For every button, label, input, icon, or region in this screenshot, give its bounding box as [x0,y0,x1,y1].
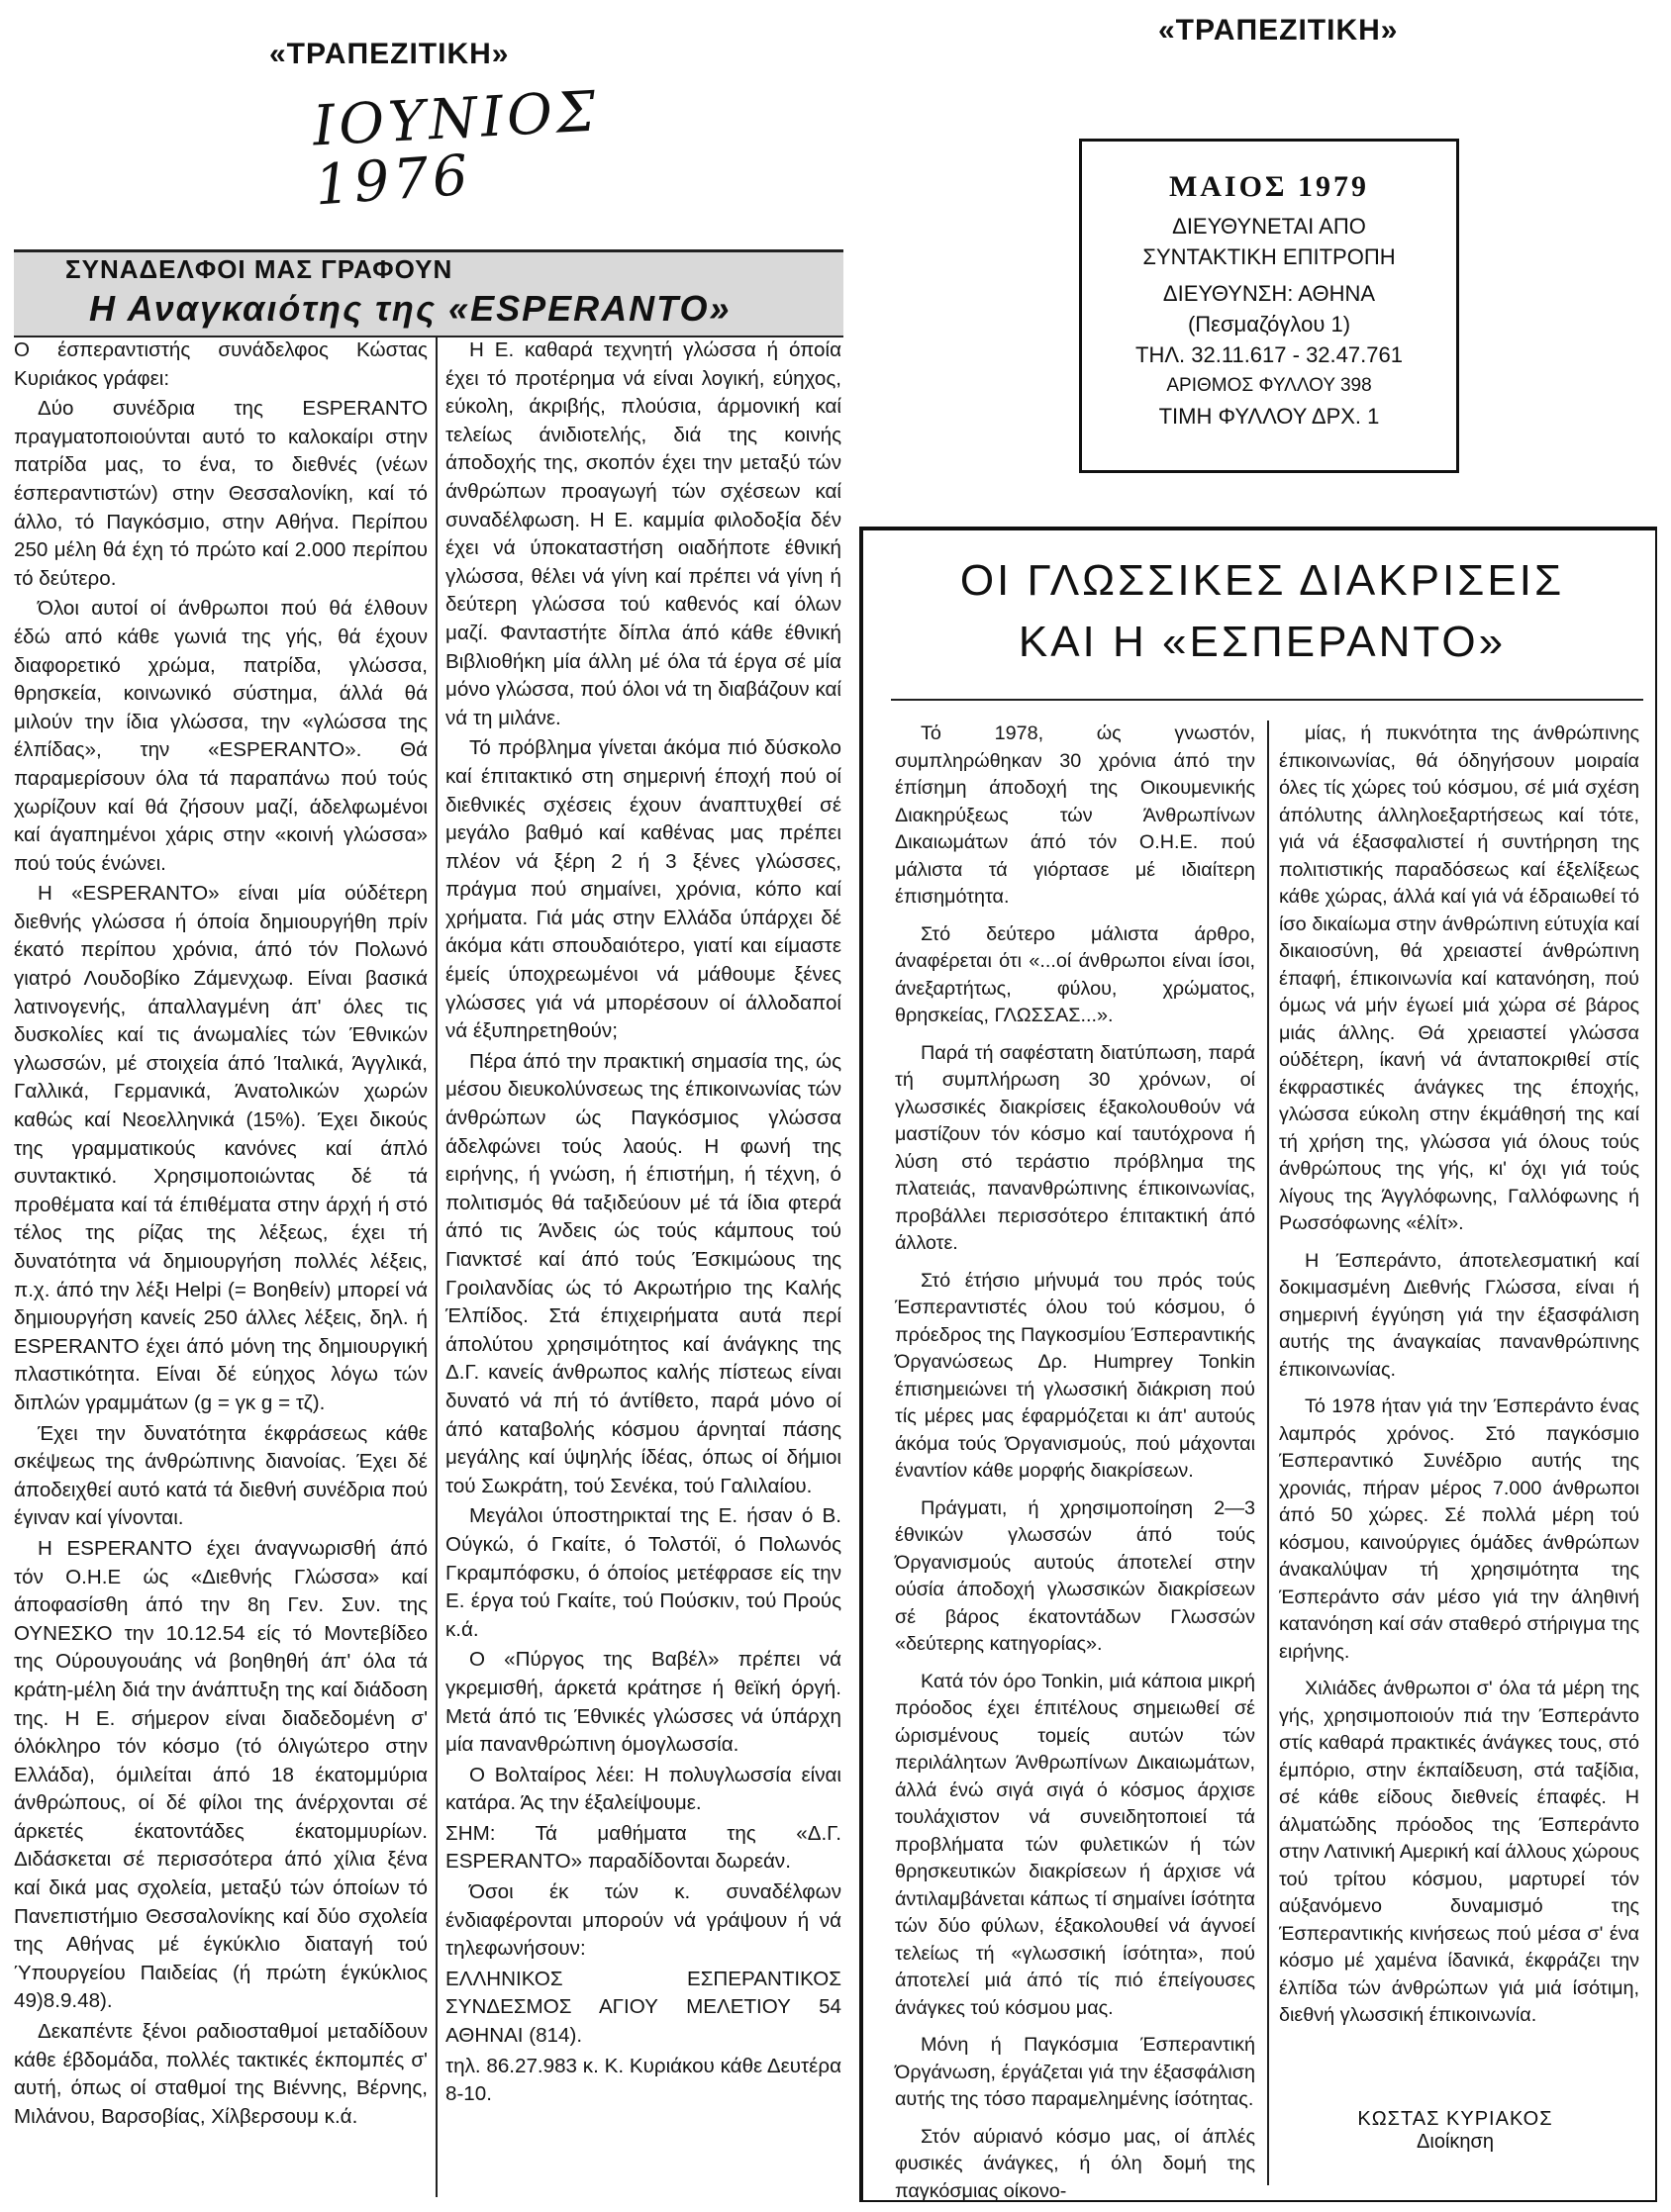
paragraph: Κατά τόν όρο Tonkin, μιά κάποια μικρή πρόοδος έχει έπιτέλους σημειωθεί σέ ώρισμένους τομείς αυτών τών περιλάλητων Άνθρωπίνων Δικαιωμάτων, άλλά ένώ σιγά σιγά ό κόσμος άρχισε τουλάχιστον νά συνειδητοποιεί τά προβλήματα τών φυλετικών ή τών θρησκευτικών διακρίσεων ή άρχισε νά άντιλαμβάνεται κάπως τί σημαίνει ίσότητα τών δύο φύλων, έξακολουθεί νά άγνοεί τελείως τή «γλωσσική ίσότητα», πού άποτελεί μιά άπό τίς πιό έπείγουσες άνάγκες τού κόσμου μας. [895,1670,1255,2019]
paragraph: Η ESPERANTO έχει άναγνωρισθή άπό τόν Ο.Η.Ε ώς «Διεθνής Γλώσσα» καί άποφασίσθη άπό την 8η Γεν. Συν. της ΟΥΝΕΣΚΟ την 10.12.54 είς τό Μοντεβίδεο της Ούρουγουάης νά βοηθηθή άπ' όλα τά κράτη-μέλη διά την άνάπτυξη της καί διάδοση της. Η Ε. σήμερον είναι διαδεδομένη σ' όλόκληρο τόν κόσμο (τό όλιγώτερο στην Ελλάδα), όμιλείται άπό 18 έκατομμύρια άνθρώπους, οί δέ φίλοι της άνέρχονται σέ άρκετές έκατοντάδες έκατομμυρίων. Διδάσκεται σέ περισσότερα άπό χίλια ξένα καί δικά μας σχολεία, μεταξύ τών όποίων τό Πανεπιστήμιο Θεσσαλονίκης καί δύο σχολεία της Αθήνας μέ έγκύκλιο διαταγή τού Ύπουργείου Παιδείας (ή πρώτη έγκύκλιος 49)8.9.48). [14,1536,428,2013]
paragraph: Στόν αύριανό κόσμο μας, οί άπλές φυσικές άνάγκες, ή όλη δομή της παγκόσμιας οίκονο- [895,2125,1255,2202]
paragraph: Η «ESPERANTO» είναι μία ούδέτερη διεθνής γλώσσα ή όποία δημιουργήθη πρίν έκατό περίπου χρόνια, άπό τόν Πολωνό γιατρό Λουδοβίκο Ζάμενχωφ. Είναι βασικά λατινογενής, άπαλλαγμένη άπ' όλες τις δυσκολίες καί τις άνωμαλίες τών Έθνικών γλωσσών, μέ στοιχεία άπό Ίταλικά, Άγγλικά, Γαλλικά, Γερμανικά, Άνατολικών χωρών καθώς καί Νεοελληνικά (15%). Έχει δικούς της γραμματικούς κανόνες καί άπλό συντακτικό. Χρησιμοποιώντας δέ τά προθέματα καί τά έπιθέματα στην άρχή ή στό τέλος της ρίζας της λέξεως, έχει τή δυνατότητα νά δημιουργήση πολλές λέξεις, π.χ. άπό την λέξι Helpi (= Βοηθείν) μπορεί νά δημιουργήση κανείς 250 άλλες λέξεις, δηλ. ή ESPERANTO έχει άπό μόνη της δημιουργική πλαστικότητα. Είναι δέ εύηχος λόγω τών διπλών γραμμάτων (g = γκ g = τζ). [14,882,428,1414]
info-line: ΔΙΕΥΘΥΝΕΤΑΙ ΑΠΟ [1172,214,1366,239]
left-column-1 [14,337,428,2167]
paragraph: Πέρα άπό την πρακτική σημασία της, ώς μέσου διευκολύνσεως της έπικοινωνίας τών άνθρώπων ώς Παγκόσμιος γλώσσα άδελφώνει τούς λαούς. Η φωνή της ειρήνης, ή γνώση, ή έπιστήμη, ή τέχνη, ό πολιτισμός θά ταξιδεύουν μέ τά ίδια φτερά άπό τις Άνδεις ώς τούς κάμπους τού Γιανκτσέ καί άπό τούς Έσκιμώους της Γροιλανδίας ώς τό Ακρωτήριο της Καλής Έλπίδος. Στά έπιχειρήματα αυτά περί άπολύτου χρησιμότητος καί άνάγκης της Δ.Γ. κανείς άνθρωπος καλής πίστεως είναι δυνατό νά πή τό άντίθετο, παρά μόνο οί άπό καταβολής κόσμου άρνηταί πάσης μεγάλης καί ύψηλής ίδέας, όπως οί δήμιοι τού Σωκράτη, τού Σενέκα, τού Γαλιλαίου. [445,1049,841,1497]
info-line: (Πεσμαζόγλου 1) [1187,312,1351,337]
column-divider [1267,721,1269,2185]
paragraph: Η Ε. καθαρά τεχνητή γλώσσα ή όποία έχει τό προτέρημα νά είναι λογική, εύηχος, εύκολη, άκριβής, πλούσια, άρμονική καί τελείως άνιδιοτελής, διά της κοινής άποδοχής της, σκοπόν έχει την μεταξύ τών άνθρώπων προαγωγή τών σχέσεων καί συναδέλφωση. Η Ε. καμμία φιλοδοξία δέν έχει νά ύποκαταστήση οιαδήποτε έθνική γλώσσα, θέλει νά γίνη καί πρέπει νά γίνη ή δεύτερη γλώσσα τού καθενός καί όλων μαζί. Φανταστήτε δίπλα άπό κάθε έθνική Βιβλιοθήκη μία άλλη μέ όλα τά έργα σέ μία μόνο γλώσσα, πού όλοι νά τη διαβάζουν καί νά τη μιλάνε. [445,338,841,729]
handwritten-year: 1976 [312,143,474,219]
paragraph: Η Έσπεράντο, άποτελεσματική καί δοκιμασμένη Διεθνής Γλώσσα, είναι ή σημερινή έγγύηση γιά την έξασφάλιση αυτής της άναγκαίας πανανθρώπινης έπικοινωνίας. [1279,1249,1639,1381]
headline-line: ΚΑΙ Η «ΕΣΠΕΡΑΝΤΟ» [1018,618,1507,666]
right-headline [871,550,1653,673]
paragraph: Δεκαπέντε ξένοι ραδιοσταθμοί μεταδίδουν κάθε έβδομάδα, πολλές τακτικές έκπομπές σ' αυτή, όπως οί σταθμοί της Βιέννης, Βέρνης, Μιλάνου, Βαρσοβίας, Χίλβερσουμ κ.ά. [14,2020,428,2128]
column-divider [436,337,438,2197]
paragraph: Τό 1978, ώς γνωστόν, συμπληρώθηκαν 30 χρόνια άπό την έπίσημη άποδοχή της Οικουμενικής Διακηρύξεως τών Άνθρωπίνων Δικαιωμάτων άπό τόν Ο.Η.Ε. πού μάλιστα τά γιόρτασε μέ ιδιαίτερη έπισημότητα. [895,722,1255,908]
paragraph: Μόνη ή Παγκόσμια Έσπεραντική Όργάνωση, έργάζεται γιά την έξασφάλιση αυτής της τόσο παραμελημένης ίσότητας. [895,2034,1255,2110]
paragraph: Ο έσπεραντιστής συνάδελφος Κώστας Κυριάκος γράφει: [14,338,428,390]
info-line: ΣΥΝΤΑΚΤΙΚΗ ΕΠΙΤΡΟΠΗ [1142,244,1396,269]
paragraph: Ο «Πύργος της Βαβέλ» πρέπει νά γκρεμισθή, άρκετά κράτησε ή θεϊκή όργή. Μετά άπό τις Έθνικές γλώσσες νά ύπάρχη μία πανανθρώπινη όμογλωσσία. [445,1648,841,1757]
info-date: ΜΑΙΟΣ 1979 [1168,170,1370,203]
right-column-2 [1279,721,1639,2106]
paragraph: μίας, ή πυκνότητα της άνθρώπινης έπικοινωνίας, θά όδηγήσουν μοιραία όλες τίς χώρες τού κόσμου, σέ μιά σχέση άπόλυτης άλληλοεξαρτήσεως καί τότε, γιά νά έξασφαλιστεί ή συντήρηση της πολιτιστικής παραδόσεως καί έξελίξεως κάθε χώρας, άλλά καί γιά νά έδραιωθεί τό ίσο δικαίωμα στην άνθρώπινη εύτυχία καί δικαιοσύνη, θά χρειαστεί άνθρώπινη έπαφή, έπικοινωνία καί κατανόηση, πού όμως νά μήν έγωεί μιά χώρα σέ βάρος μιάς άλλης. Θά χρειαστεί γλώσσα ούδέτερη, ίκανή νά άνταποκριθεί στίς έκφραστικές άνάγκες της έποχής, γλώσσα εύκολη στην έκμάθησή της καί τή χρήση της, γλώσσα γιά όλους τούς άνθρώπους της γής, κι' όχι γιά τούς λίγους της Άγγλόφωνης, Γαλλόφωνης ή Ρωσσόφωνης «έλίτ». [1279,722,1639,1234]
left-headline: Η Αναγκαιότης της «ESPERANTO» [89,288,732,329]
paragraph: Όλοι αυτοί οί άνθρωποι πού θά έλθουν έδώ από κάθε γωνιά της γής, θά έχουν διαφορετικό χρώμα, πατρίδα, γλώσσα, θρησκεία, κοινωνικό σύστημα, άλλά θά μιλούν την ίδια γλώσσα, την «γλώσσα της έλπίδας», την «ESPERANTO». Θά παραμερίσουν όλα τά παραπάνω πού τούς χωρίζουν καί θά ζήσουν μαζί, άδελφωμένοι καί άγαπημένοι χάρις στην «κοινή γλώσσα» πού τούς ένώνει. [14,597,428,875]
info-line: ΤΗΛ. 32.11.617 - 32.47.761 [1135,342,1403,367]
paragraph: Ο Βολταίρος λέει: Η πολυγλωσσία είναι κατάρα. Άς την έξαλείψουμε. [445,1763,841,1815]
paragraph: Στό δεύτερο μάλιστα άρθρο, άναφέρεται ότι «...οί άνθρωποι είναι ίσοι, άνεξαρτήτως, φύλου, χρώματος, θρησκείας, ΓΛΩΣΣΑΣ...». [895,922,1255,1026]
left-masthead: «ΤΡΑΠΕΖΙΤΙΚΗ» [269,38,510,70]
signature [1327,2108,1584,2154]
paragraph: Τό 1978 ήταν γιά την Έσπεράντο ένας λαμπρός χρόνος. Στό παγκόσμιο Έσπεραντικό Συνέδριο αυτής της χρονιάς, πήραν μέρος 7.000 άνθρωποι άπό 50 χώρες. Σέ πολλά μέρη τού κόσμου, καινούργιες όμάδες άνθρώπων άνακαλύψαν τή χρησιμότητα της Έσπεράντο σάν μέσο γιά την άληθινή κατανόηση καί σάν σταθερό στήριγμα της ειρήνης. [1279,1395,1639,1663]
paragraph: Μεγάλοι ύποστηρικταί της Ε. ήσαν ό Β. Ούγκώ, ό Γκαίτε, ό Τολστόϊ, ό Πολωνός Γκραμπόφσκυ, ό όποίος μετέφρασε είς την Ε. έργα τού Γκαίτε, τού Πούσκιν, τού Προύς κ.ά. [445,1504,841,1641]
paragraph: Όσοι έκ τών κ. συναδέλφων ένδιαφέρονται μπορούν νά γράψουν ή νά τηλεφωνήσουν: [445,1880,841,1961]
phone: τηλ. 86.27.983 κ. Κ. Κυριάκου κάθε Δευτέρα 8-10. [445,2054,841,2106]
paragraph: Πράγματι, ή χρησιμοποίηση 2—3 έθνικών γλωσσών άπό τούς Όργανισμούς αυτούς άποτελεί στην ούσία άποδοχή γλωσσικών διακρίσεων σέ βάρος έκατοντάδων Γλωσσών «δεύτερης κατηγορίας». [895,1496,1255,1655]
paragraph: Χιλιάδες άνθρωποι σ' όλα τά μέρη της γής, χρησιμοποιούν πιά την Έσπεράντο στίς καθαρά πρακτικές άνάγκες τους, στό έμπόριο, στην έκπαίδευση, στά ταξίδια, σέ κάθε είδους διεθνείς έπαφές. Η άλματώδης πρόοδος της Έσπεράντο στην Λατινική Αμερική καί άλλους χώρους τού τρίτου κόσμου, μαρτυρεί τόν αύξανόμενο δυναμισμό της Έσπεραντικής κινήσεως πού μέσα σ' ένα κόσμο μέ χαμένα ίδανικά, έκφράζει την έλπίδα τών άνθρώπων γιά μιά ίσότιμη, διεθνή γλωσσική έπικοινωνία. [1279,1678,1639,2026]
address: ΕΛΛΗΝΙΚΟΣ ΕΣΠΕΡΑΝΤΙΚΟΣ ΣΥΝΔΕΣΜΟΣ ΑΓΙΟΥ ΜΕΛΕΤΙΟΥ 54 ΑΘΗΝΑΙ (814). [445,1967,841,2048]
info-line: ΔΙΕΥΘΥΝΣΗ: ΑΘΗΝΑ [1162,281,1376,306]
paragraph: Τό πρόβλημα γίνεται άκόμα πιό δύσκολο καί έπιτακτικό στη σημερινή έποχή πού οί διεθνικές σχέσεις έχουν άναπτυχθεί σέ μεγάλο βαθμό καί καθένας μας πρέπει πλέον νά ξέρη 2 ή 3 ξένες γλώσσες, πράγμα πού σημαίνει, χρόνια, κόπο καί χρήματα. Γιά μάς στην Ελλάδα ύπάρχει δέ άκόμα κάτι σπουδαιότερο, γιατί και είμαστε έμείς ύποχρεωμένοι νά μάθουμε ξένες γλώσσες γιά νά μπορέσουν οί άλλοδαποί νά έξυπηρετηθούν; [445,736,841,1043]
paragraph: Έχει την δυνατότητα έκφράσεως κάθε σκέψεως της άνθρώπινης διανοίας. Έχει δέ άποδειχθεί αυτό κατά τά διεθνή συνέδρια πού έγιναν καί γίνονται. [14,1421,428,1530]
paragraph: Παρά τή σαφέστατη διατύπωση, παρά τή συμπλήρωση 30 χρόνων, οί γλωσσικές διακρίσεις έξακολουθούν νά μαστίζουν τόν κόσμο καί ταυτόχρονα ή λύση στό τεράστιο πρόβλημα της πλατειάς, πανανθρώπινης έπικοινωνίας, προβάλλει περισσότερο έπιτακτική άπό άλλοτε. [895,1041,1255,1254]
headline-line: ΟΙ ΓΛΩΣΣΙΚΕΣ ΔΙΑΚΡΙΣΕΙΣ [959,556,1565,605]
info-line: ΑΡΙΘΜΟΣ ΦΥΛΛΟΥ 398 [1166,375,1372,396]
info-box [1079,139,1459,473]
signature-name: ΚΩΣΤΑΣ ΚΥΡΙΑΚΟΣ [1357,2108,1553,2130]
right-column-1 [895,721,1255,2202]
right-masthead: «ΤΡΑΠΕΖΙΤΙΚΗ» [1158,14,1399,47]
paragraph: Στό έτήσιο μήνυμά του πρός τούς Έσπεραντιστές όλου τού κόσμου, ό πρόεδρος της Παγκοσμίου Έσπεραντικής Όργανώσεως Δρ. Humprey Tonkin έπισημειώνει τή γλωσσική διάκριση πού τίς μέρες μας έφαρμόζεται κι άπ' αυτούς άκόμα τούς Όργανισμούς, πού μάχονται έναντίον κάθε μορφής διακρίσεων. [895,1269,1255,1482]
left-article-header [14,249,843,337]
right-headline-rule [891,699,1643,701]
info-line: ΤΙΜΗ ΦΥΛΛΟΥ ΔΡΧ. 1 [1158,404,1380,429]
handwritten-month: ΙΟΥΝΙΟΣ [311,79,602,159]
left-column-2 [445,337,841,2167]
paragraph: Δύο συνέδρια της ESPERANTO πραγματοποιούνται αυτό το καλοκαίρι στην πατρίδα μας, το ένα, το διεθνές (νέων έσπεραντιστών) στην Θεσσαλονίκη, καί τό άλλο, τό Παγκόσμιο, στην Αθήνα. Περίπου 250 μέλη θά έχη τό πρώτο καί 2.000 περίπου τό δεύτερο. [14,397,428,590]
paragraph: ΣΗΜ: Τά μαθήματα της «Δ.Γ. ESPERANTO» παραδίδονται δωρεάν. [445,1821,841,1874]
kicker: ΣΥΝΑΔΕΛΦΟΙ ΜΑΣ ΓΡΑΦΟΥΝ [65,254,453,284]
signature-role: Διοίκηση [1417,2131,1494,2153]
